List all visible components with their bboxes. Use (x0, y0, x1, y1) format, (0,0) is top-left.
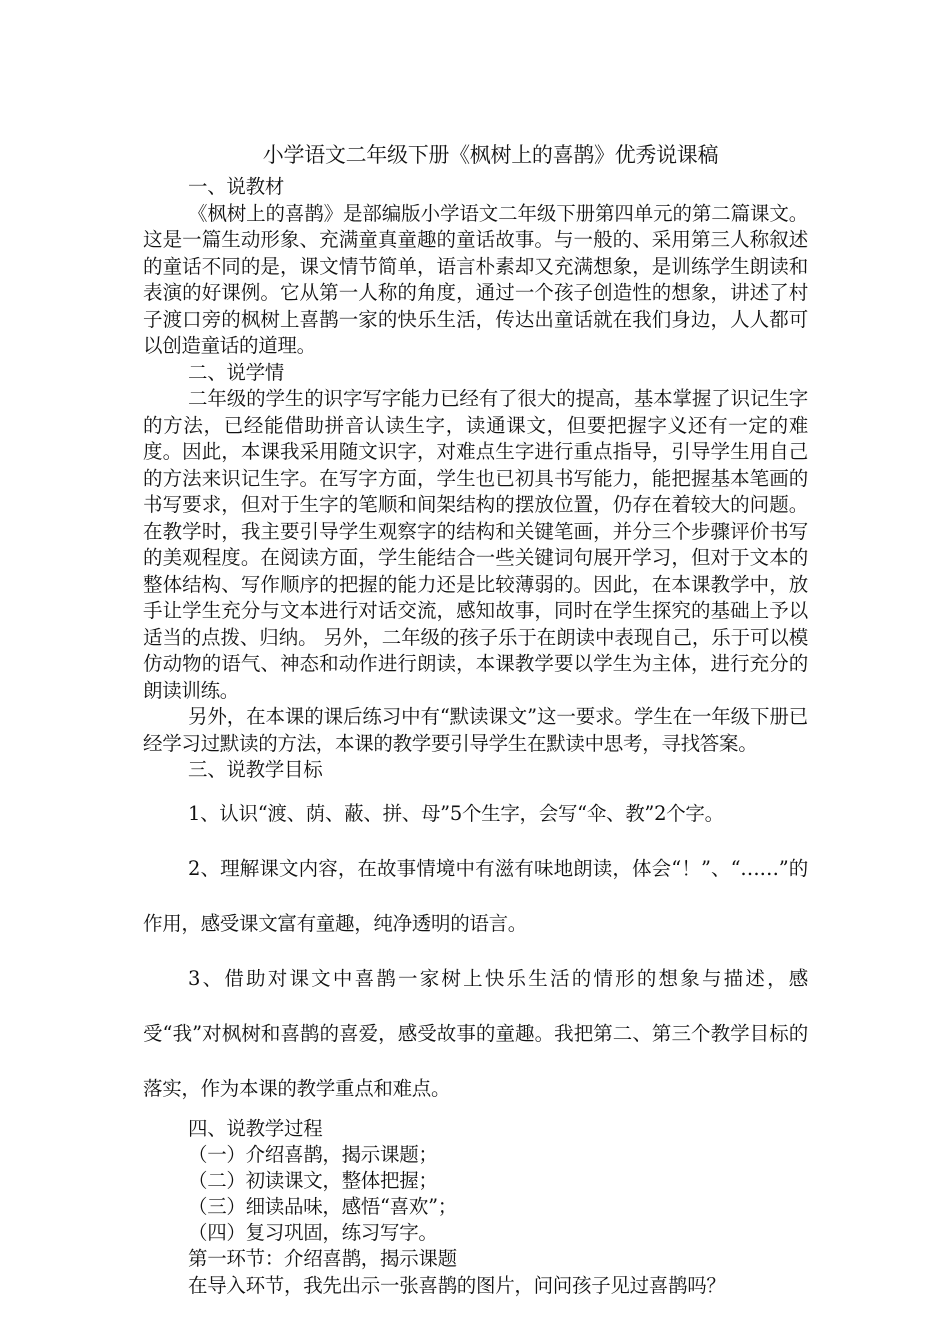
paragraph-students-2: 另外，在本课的课后练习中有“默读课文”这一要求。学生在一年级下册已经学习过默读的方法，本课的教学要引导学生在默读中思考，寻找答案。 (143, 705, 808, 755)
process-step-1: （一）介绍喜鹊，揭示课题； (188, 1143, 438, 1166)
goal-3 (143, 951, 808, 1116)
goal-3-text: 3、借助对课文中喜鹊一家树上快乐生活的情形的想象与描述，感受“我”对枫树和喜鹊的喜爱，感受故事的童趣。 (143, 966, 808, 1045)
paragraph-students-1: 二年级的学生的识字写字能力已经有了很大的提高，基本掌握了识记生字的方法，已经能借助拼音认读生字，读通课文，但要把握字义还有一定的难度。因此，本课我采用随文识字，对难点生字进行重点指导，引导学生用自己的方法来识记生字。在写字方面，学生也已初具书写能力，能把握基本笔画的书写要求，但对于生字的笔顺和间架结构的摆放位置，仍存在着较大的问题。在教学时，我主要引导学生观察字的结构和关键笔画，并分三个步骤评价书写的美观程度。在阅读方面，学生能结合一些关键词句展开学习，但对于文本的整体结构、写作顺序的把握的能力还是比较薄弱的。因此，在本课教学中，放手让学生充分与文本进行对话交流，感知故事，同时在学生探究的基础上予以适当的点拨、归纳。 另外，二年级的孩子乐于在朗读中表现自己，乐于可以模仿动物的语气、神态和动作进行朗读，本课教学要以学生为主体，进行充分的朗读训练。 (143, 387, 808, 702)
section-heading-process: 四、说教学过程 (188, 1116, 323, 1140)
process-step-3: （三）细读品味，感悟“喜欢”； (188, 1195, 457, 1218)
goal-2: 2、理解课文内容，在故事情境中有滋有味地朗读，体会“！”、“……”的作用，感受课文富有童趣，纯净透明的语言。 (143, 856, 808, 935)
process-step-4: （四）复习巩固，练习写字。 (188, 1221, 438, 1244)
first-link-heading: 第一环节：介绍喜鹊，揭示课题 (188, 1247, 457, 1270)
goal-1: 1、认识“渡、荫、蔽、拼、母”5个生字，会写“伞、教”2个字。 (188, 801, 724, 825)
section-heading-students: 二、说学情 (188, 360, 285, 384)
section-heading-goals: 三、说教学目标 (188, 758, 323, 781)
paragraph-textbook: 《枫树上的喜鹊》是部编版小学语文二年级下册第四单元的第二篇课文。这是一篇生动形象、充满童真童趣的童话故事。与一般的、采用第三人称叙述的童话不同的是，课文情节简单，语言朴素却又充满想象，是训练学生朗读和表演的好课例。它从第一人称的角度，通过一个孩子创造性的想象，讲述了村子渡口旁的枫树上喜鹊一家的快乐生活，传达出童话就在我们身边，人人都可以创造童话的道理。 (143, 201, 808, 357)
document-page (143, 140, 808, 1299)
paragraph-first-link: 在导入环节，我先出示一张喜鹊的图片，问问孩子见过喜鹊吗？ (188, 1273, 726, 1297)
section-heading-textbook: 一、说教材 (188, 175, 285, 198)
goal-3-focus: 我把第二、第三个教学目标的落实，作为本课的教学重点和难点。 (143, 1021, 808, 1100)
process-step-2: （二）初读课文，整体把握； (188, 1169, 438, 1192)
document-title: 小学语文二年级下册《枫树上的喜鹊》优秀说课稿 (262, 143, 719, 167)
